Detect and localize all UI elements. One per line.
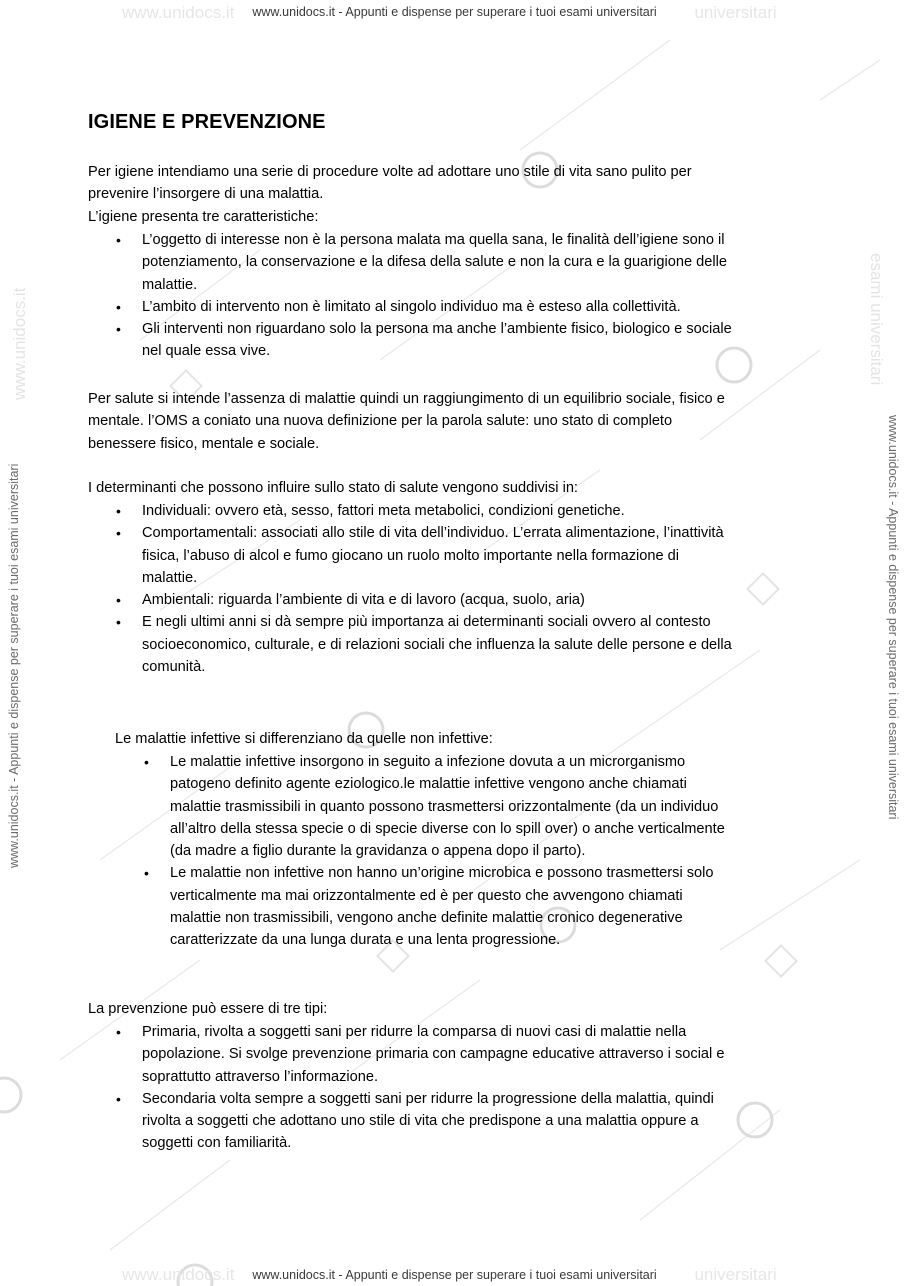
watermark-top: www.unidocs.it - Appunti e dispense per superare i tuoi esami universitari xyxy=(252,5,657,19)
text-line: socioeconomico, culturale, e di relazioni sociali che influenza la salute delle persone e della xyxy=(142,636,732,653)
watermark-ghost-right: esami universitari xyxy=(867,253,886,386)
text-line: L’oggetto di interesse non è la persona malata ma quella sana, le finalità dell’igiene sono il xyxy=(142,232,725,248)
text-line: Per salute si intende l’assenza di malattie quindi un raggiungimento di un equilibrio sociale, fisico e xyxy=(88,391,725,407)
text-line: mentale. l’OMS a coniato una nuova definizione per la parola salute: uno stato di completo xyxy=(88,413,673,430)
text-line: L’igiene presenta tre caratteristiche: xyxy=(88,208,319,225)
bullet-icon: • xyxy=(116,321,121,338)
infettive-list xyxy=(144,751,850,952)
text-line: nel quale essa vive. xyxy=(142,343,271,360)
bullet-icon: • xyxy=(116,503,121,519)
watermark-bottom: www.unidocs.it - Appunti e dispense per superare i tuoi esami universitari xyxy=(252,1268,657,1282)
text-line: caratterizzate da una lunga durata e una lenta progressione. xyxy=(170,932,561,949)
bullet-icon: • xyxy=(116,232,121,248)
text-line: comunità. xyxy=(142,659,206,676)
watermark-right: www.unidocs.it - Appunti e dispense per superare i tuoi esami universitari xyxy=(886,415,900,820)
text-line: rivolta a soggetti che adottano uno stile di vita che predispone a una malattia oppure a xyxy=(142,1113,699,1130)
intro-paragraph xyxy=(88,161,692,228)
text-line: Secondaria volta sempre a soggetti sani per ridurre la progressione della malattia, quindi xyxy=(142,1090,714,1107)
text-line: potenziamento, la conservazione e la difesa della salute e non la cura e la guarigione delle xyxy=(142,254,727,271)
list-item xyxy=(116,500,842,522)
text-line: fisica, l’abuso di alcol e fumo giocano un ruolo molto importante nella formazione di xyxy=(142,547,680,564)
bullet-icon: • xyxy=(116,1024,121,1040)
list-item xyxy=(116,589,842,611)
text-line: malattie. xyxy=(142,276,198,293)
text-line: Comportamentali: associati allo stile di vita dell’individuo. L’errata alimentazione, l’inattività xyxy=(142,525,724,542)
bullet-icon: • xyxy=(116,1090,121,1107)
text-line: Ambientali: riguarda l’ambiente di vita e di lavoro (acqua, suolo, aria) xyxy=(142,592,585,609)
text-line: popolazione. Si svolge prevenzione primaria con campagne educative attraverso i social e xyxy=(142,1046,725,1063)
text-line: patogeno definito agente eziologico.le malattie infettive vengono anche chiamati xyxy=(170,776,687,793)
prevenzione-intro: La prevenzione può essere di tre tipi: xyxy=(88,1001,328,1017)
page-title: IGIENE E PREVENZIONE xyxy=(88,111,326,133)
text-line: Primaria, rivolta a soggetti sani per ridurre la comparsa di nuovi casi di malattie nella xyxy=(142,1024,687,1040)
watermark-ghost-bottom: www.unidocs.it universitari xyxy=(122,1265,777,1284)
bullet-icon: • xyxy=(116,614,121,631)
text-line: Le malattie infettive insorgono in seguito a infezione dovuta a un microrganismo xyxy=(170,754,686,770)
text-line: E negli ultimi anni si dà sempre più importanza ai determinanti sociali ovvero al contesto xyxy=(142,614,711,631)
infettive-intro: Le malattie infettive si differenziano da quelle non infettive: xyxy=(115,731,493,747)
text-line: soprattutto attraverso l’informazione. xyxy=(142,1068,379,1085)
watermark-logo-icon xyxy=(0,1078,21,1112)
bullet-icon: • xyxy=(116,525,121,542)
bullet-icon: • xyxy=(144,865,149,882)
list-item xyxy=(116,296,842,318)
list-item xyxy=(144,862,850,951)
text-line: verticalmente ma mai orizzontalmente ed è per questo che avvengono chiamati xyxy=(170,887,683,904)
list-item xyxy=(116,229,842,296)
text-line: Gli interventi non riguardano solo la persona ma anche l’ambiente fisico, biologico e sociale xyxy=(142,321,732,338)
determinanti-intro: I determinanti che possono influire sullo stato di salute vengono suddivisi in: xyxy=(88,480,578,496)
text-line: prevenire l’insorgere di una malattia. xyxy=(88,186,324,203)
watermark-ghost-top: www.unidocs.it universitari xyxy=(122,3,777,22)
bullet-icon: • xyxy=(116,592,121,609)
bullet-icon: • xyxy=(144,754,149,770)
salute-paragraph xyxy=(88,388,725,455)
list-item xyxy=(116,522,842,589)
text-line: Le malattie non infettive non hanno un’origine microbica e possono trasmettersi solo xyxy=(170,865,714,882)
text-line: malattie. xyxy=(142,569,198,586)
watermark-left: www.unidocs.it - Appunti e dispense per superare i tuoi esami universitari xyxy=(7,463,21,868)
list-item xyxy=(116,318,842,363)
text-line: malattie trasmissibili in quanto possono trasmettersi orizzontalmente (da un individuo xyxy=(170,798,719,815)
watermark-ghost-left: www.unidocs.it xyxy=(10,287,29,400)
list-item xyxy=(116,1088,842,1155)
list-item xyxy=(116,611,842,678)
text-line: all’altro della stessa specie o di specie diverse con lo spill over) o anche verticalmente xyxy=(170,820,725,837)
text-line: Per igiene intendiamo una serie di procedure volte ad adottare uno stile di vita sano pulito per xyxy=(88,164,692,180)
text-line: L’ambito di intervento non è limitato al singolo individuo ma è esteso alla collettività. xyxy=(142,298,681,315)
prevenzione-list xyxy=(116,1021,842,1155)
text-line: benessere fisico, mentale e sociale. xyxy=(88,435,320,452)
igiene-list xyxy=(116,229,842,363)
text-line: soggetti con familiarità. xyxy=(142,1135,292,1152)
list-item xyxy=(144,751,850,862)
text-line: (da madre a figlio durante la gravidanza o appena dopo il parto). xyxy=(170,843,586,860)
determinanti-list xyxy=(116,500,842,678)
bullet-icon: • xyxy=(116,298,121,315)
text-line: malattie non trasmissibili, vengono anche definite malattie cronico degenerative xyxy=(170,910,683,927)
text-line: Individuali: ovvero età, sesso, fattori meta metabolici, condizioni genetiche. xyxy=(142,503,625,519)
list-item xyxy=(116,1021,842,1088)
